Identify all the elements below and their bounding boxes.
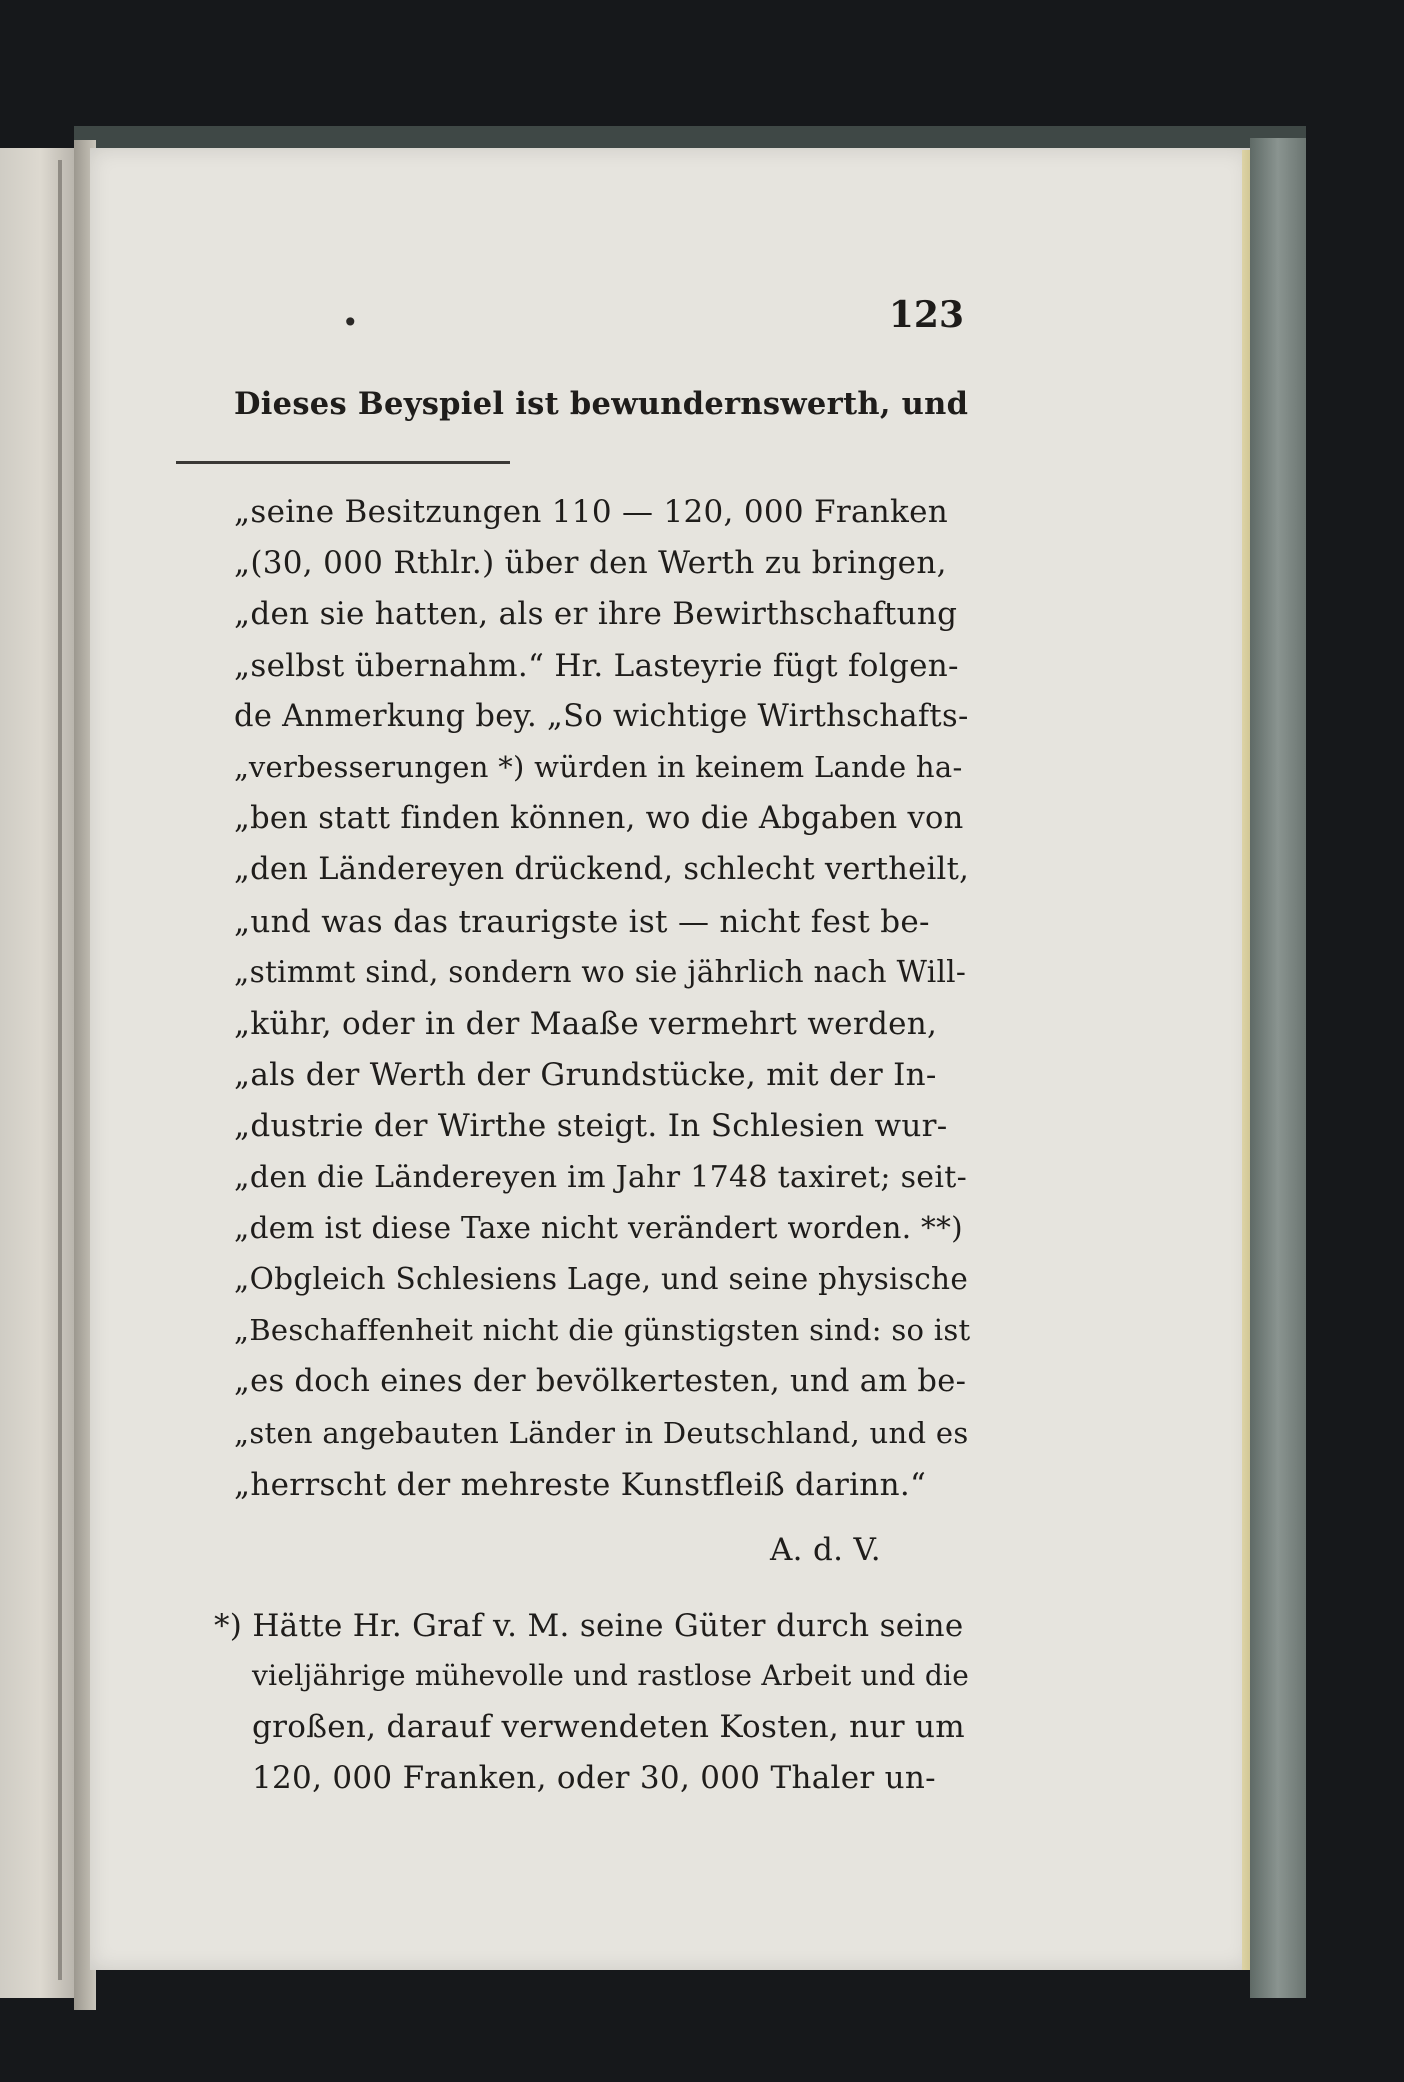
quote-line: „den Ländereyen drückend, schlecht vertheilt, bbox=[234, 852, 970, 888]
quote-line: „den die Ländereyen im Jahr 1748 taxiret; seit- bbox=[234, 1159, 968, 1195]
book-cover-top bbox=[74, 126, 1306, 148]
quote-line: „(30, 000 Rthlr.) über den Werth zu bringen, bbox=[234, 545, 947, 582]
footnote-line: 120, 000 Franken, oder 30, 000 Thaler un- bbox=[252, 1759, 936, 1796]
signature: A. d. V. bbox=[770, 1532, 881, 1568]
left-page-crease bbox=[58, 160, 62, 1980]
page-dot: • bbox=[342, 306, 359, 339]
quote-line: „seine Besitzungen 110 — 120, 000 Franken bbox=[234, 494, 949, 530]
quote-line: „dem ist diese Taxe nicht verändert worden. **) bbox=[234, 1210, 963, 1245]
quote-line: „Beschaffenheit nicht die günstigsten sind: so ist bbox=[234, 1313, 971, 1348]
quote-line: „es doch eines der bevölkertesten, und am be- bbox=[234, 1364, 967, 1400]
footnote-line: großen, darauf verwendeten Kosten, nur um bbox=[252, 1709, 965, 1745]
page-number: 123 bbox=[888, 294, 964, 336]
quote-line: „sten angebauten Länder in Deutschland, und es bbox=[234, 1415, 969, 1450]
quote-line: „dustrie der Wirthe steigt. In Schlesien wur- bbox=[234, 1108, 948, 1145]
heading-rule bbox=[176, 461, 510, 464]
book-cover-right bbox=[1250, 138, 1306, 1998]
quote-line: „als der Werth der Grundstücke, mit der In- bbox=[234, 1057, 937, 1094]
quote-line: „kühr, oder in der Maaße vermehrt werden, bbox=[234, 1006, 938, 1042]
quote-line: „ben statt finden können, wo die Abgaben von bbox=[234, 801, 964, 837]
heading-line: Dieses Beyspiel ist bewundernswerth, und bbox=[234, 386, 969, 422]
quote-line: „Obgleich Schlesiens Lage, und seine physische bbox=[234, 1262, 969, 1296]
footnote-line: vieljährige mühevolle und rastlose Arbeit und die bbox=[252, 1658, 970, 1692]
left-page-edge bbox=[0, 148, 74, 1998]
footnote-line: *) Hätte Hr. Graf v. M. seine Güter durch seine bbox=[214, 1608, 964, 1644]
quote-line: „herrscht der mehreste Kunstfleiß darinn.“ bbox=[234, 1466, 927, 1503]
quote-line: de Anmerkung bey. „So wichtige Wirthschafts- bbox=[234, 698, 969, 734]
quote-line: „selbst übernahm.“ Hr. Lasteyrie fügt folgen- bbox=[234, 647, 959, 684]
quote-line: „und was das traurigste ist — nicht fest be- bbox=[234, 903, 930, 940]
quote-line: „den sie hatten, als er ihre Bewirthschaftung bbox=[234, 596, 958, 633]
quote-line: „verbesserungen *) würden in keinem Lande ha- bbox=[234, 750, 963, 784]
quote-line: „stimmt sind, sondern wo sie jährlich nach Will- bbox=[234, 954, 967, 989]
